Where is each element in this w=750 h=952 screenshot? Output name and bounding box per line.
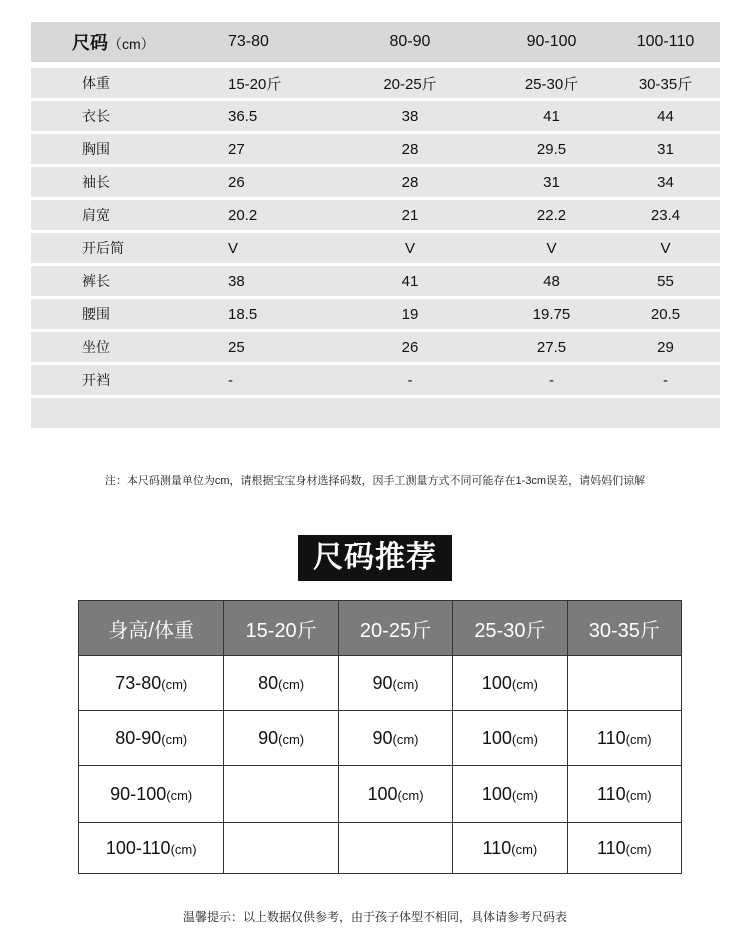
size-row-label: 肩宽	[82, 207, 110, 223]
recommend-size-cell	[224, 766, 338, 823]
recommend-height-cell	[79, 711, 224, 766]
size-table-row	[31, 266, 720, 296]
size-header-cell: 73-80	[228, 33, 269, 50]
size-header-cell: 100-110	[636, 33, 695, 50]
size-row-value: 20-25斤	[383, 75, 437, 93]
size-row-value: 38	[228, 272, 245, 290]
recommend-header-cell: 15-20斤	[224, 601, 338, 656]
size-row-value: 28	[401, 173, 419, 191]
recommend-unit: (cm)	[511, 841, 538, 857]
size-table-row	[31, 332, 720, 362]
size-row-value: 26	[228, 173, 245, 191]
recommend-size-cell	[453, 656, 567, 711]
size-table-row	[31, 167, 720, 197]
size-row-value: 48	[543, 272, 560, 290]
size-row-label: 体重	[82, 75, 110, 91]
recommend-unit: (cm)	[625, 787, 652, 803]
recommend-size-cell	[453, 766, 567, 823]
size-row-value: -	[663, 371, 668, 389]
recommend-size-cell	[338, 766, 452, 823]
size-header-cell: 90-100	[526, 33, 577, 50]
recommend-size-value: 80	[258, 672, 279, 693]
recommend-size-cell	[338, 823, 452, 874]
size-row-value: 19	[401, 305, 419, 323]
size-row-value: 26	[401, 338, 419, 356]
recommend-size-cell	[224, 823, 338, 874]
recommend-header-row	[79, 601, 682, 656]
recommend-size-cell	[338, 656, 452, 711]
size-row-value: 15-20斤	[228, 75, 282, 93]
recommend-unit: (cm)	[511, 787, 538, 803]
recommend-size-value: 100	[367, 783, 398, 804]
size-row-value: 28	[401, 140, 419, 158]
recommend-height-value: 90-100	[110, 783, 167, 804]
size-table	[31, 22, 720, 428]
size-row-value: 34	[657, 173, 674, 191]
recommend-unit: (cm)	[278, 676, 305, 692]
recommend-size-value: 110	[596, 837, 626, 858]
size-row-value: 41	[543, 107, 560, 125]
size-row-label: 裤长	[82, 273, 110, 289]
size-row-value: 29	[657, 338, 674, 356]
recommend-size-value: 90	[258, 727, 279, 748]
recommend-unit: (cm)	[170, 841, 197, 857]
recommend-height-value: 73-80	[115, 672, 162, 693]
size-row-value: 27.5	[536, 338, 567, 356]
recommend-size-value: 90	[372, 727, 393, 748]
size-table-row	[31, 134, 720, 164]
size-row-label: 开裆	[82, 372, 110, 388]
size-row-value: 19.75	[532, 305, 571, 323]
recommend-size-value: 110	[482, 837, 512, 858]
size-row-label: 袖长	[82, 174, 110, 190]
recommend-size-value: 100	[481, 672, 512, 693]
recommend-unit: (cm)	[392, 731, 419, 747]
size-row-value: 25	[228, 338, 245, 356]
recommend-header-cell: 25-30斤	[453, 601, 567, 656]
size-row-value: V	[228, 239, 239, 257]
size-table-row	[31, 200, 720, 230]
recommend-header-cell: 身高/体重	[79, 601, 224, 656]
recommend-size-cell	[567, 711, 681, 766]
size-row-value: V	[404, 239, 415, 257]
recommend-size-value: 90	[372, 672, 393, 693]
recommend-unit: (cm)	[392, 676, 419, 692]
size-row-value: 31	[657, 140, 674, 158]
size-row-value: -	[228, 371, 233, 389]
size-table-row	[31, 299, 720, 329]
size-row-value: 38	[401, 107, 419, 125]
recommend-height-cell	[79, 766, 224, 823]
recommend-row	[79, 823, 682, 874]
size-table-header	[31, 22, 720, 62]
size-table-row	[31, 365, 720, 395]
size-row-value: 30-35斤	[638, 75, 693, 93]
recommend-size-value: 100	[481, 727, 512, 748]
recommend-size-cell	[567, 656, 681, 711]
recommend-header-cell: 30-35斤	[567, 601, 681, 656]
size-row-value: 31	[543, 173, 560, 191]
recommend-size-cell	[224, 711, 338, 766]
size-row-value: -	[407, 371, 413, 389]
size-row-value: V	[546, 239, 557, 257]
recommend-unit: (cm)	[511, 731, 538, 747]
size-row-value: 41	[401, 272, 419, 290]
size-row-value: 36.5	[228, 107, 258, 125]
size-row-label: 开后简	[82, 240, 124, 256]
size-row-label: 腰围	[82, 306, 110, 322]
size-row-value: V	[660, 239, 671, 257]
recommend-unit: (cm)	[161, 731, 188, 747]
size-row-value: 21	[401, 206, 419, 224]
warm-tip: 温馨提示：以上数据仅供参考，由于孩子体型不相同，具体请参考尺码表	[182, 910, 567, 924]
recommend-size-cell	[224, 656, 338, 711]
size-row-value: 44	[657, 107, 674, 125]
size-row-label: 衣长	[82, 108, 110, 124]
recommend-unit: (cm)	[397, 787, 424, 803]
recommend-row	[79, 656, 682, 711]
recommend-row	[79, 766, 682, 823]
recommend-header-cell: 20-25斤	[338, 601, 452, 656]
recommend-size-value: 110	[596, 783, 626, 804]
size-row-value: -	[549, 371, 554, 389]
measurement-note: 注：本尺码测量单位为cm，请根据宝宝身材选择码数，因手工测量方式不同可能存在1-3cm误差，请妈妈们谅解	[104, 475, 646, 487]
size-row-value: 25-30斤	[524, 75, 579, 93]
size-row-value: 20.5	[650, 305, 681, 323]
recommend-unit: (cm)	[166, 787, 193, 803]
recommend-unit: (cm)	[161, 676, 188, 692]
size-header-cell: 80-90	[389, 33, 431, 50]
recommend-title: 尺码推荐	[298, 535, 452, 581]
recommend-size-value: 110	[596, 727, 626, 748]
recommend-unit: (cm)	[511, 676, 538, 692]
recommend-size-cell	[338, 711, 452, 766]
recommend-height-cell	[79, 823, 224, 874]
size-row-label: 胸围	[82, 141, 110, 157]
recommend-size-cell	[453, 823, 567, 874]
recommend-height-cell	[79, 656, 224, 711]
size-row-value: 29.5	[536, 140, 567, 158]
size-row-label: 坐位	[82, 339, 110, 355]
recommend-size-cell	[567, 766, 681, 823]
recommend-size-cell	[453, 711, 567, 766]
size-row-value: 22.2	[536, 206, 567, 224]
size-table-empty-row	[31, 398, 720, 428]
size-table-row	[31, 68, 720, 98]
size-row-value: 27	[228, 140, 245, 158]
recommend-row	[79, 711, 682, 766]
size-table-row	[31, 233, 720, 263]
recommend-unit: (cm)	[278, 731, 305, 747]
size-row-value: 23.4	[650, 206, 681, 224]
size-row-value: 18.5	[228, 305, 258, 323]
recommend-unit: (cm)	[625, 731, 652, 747]
size-row-value: 55	[657, 272, 674, 290]
size-header-label: 尺码（cm）	[72, 33, 155, 53]
recommend-size-value: 100	[481, 783, 512, 804]
recommend-table	[78, 600, 682, 874]
size-row-value: 20.2	[228, 206, 258, 224]
recommend-size-cell	[567, 823, 681, 874]
size-table-row	[31, 101, 720, 131]
recommend-unit: (cm)	[625, 841, 652, 857]
recommend-height-value: 100-110	[105, 837, 171, 858]
recommend-height-value: 80-90	[115, 727, 162, 748]
